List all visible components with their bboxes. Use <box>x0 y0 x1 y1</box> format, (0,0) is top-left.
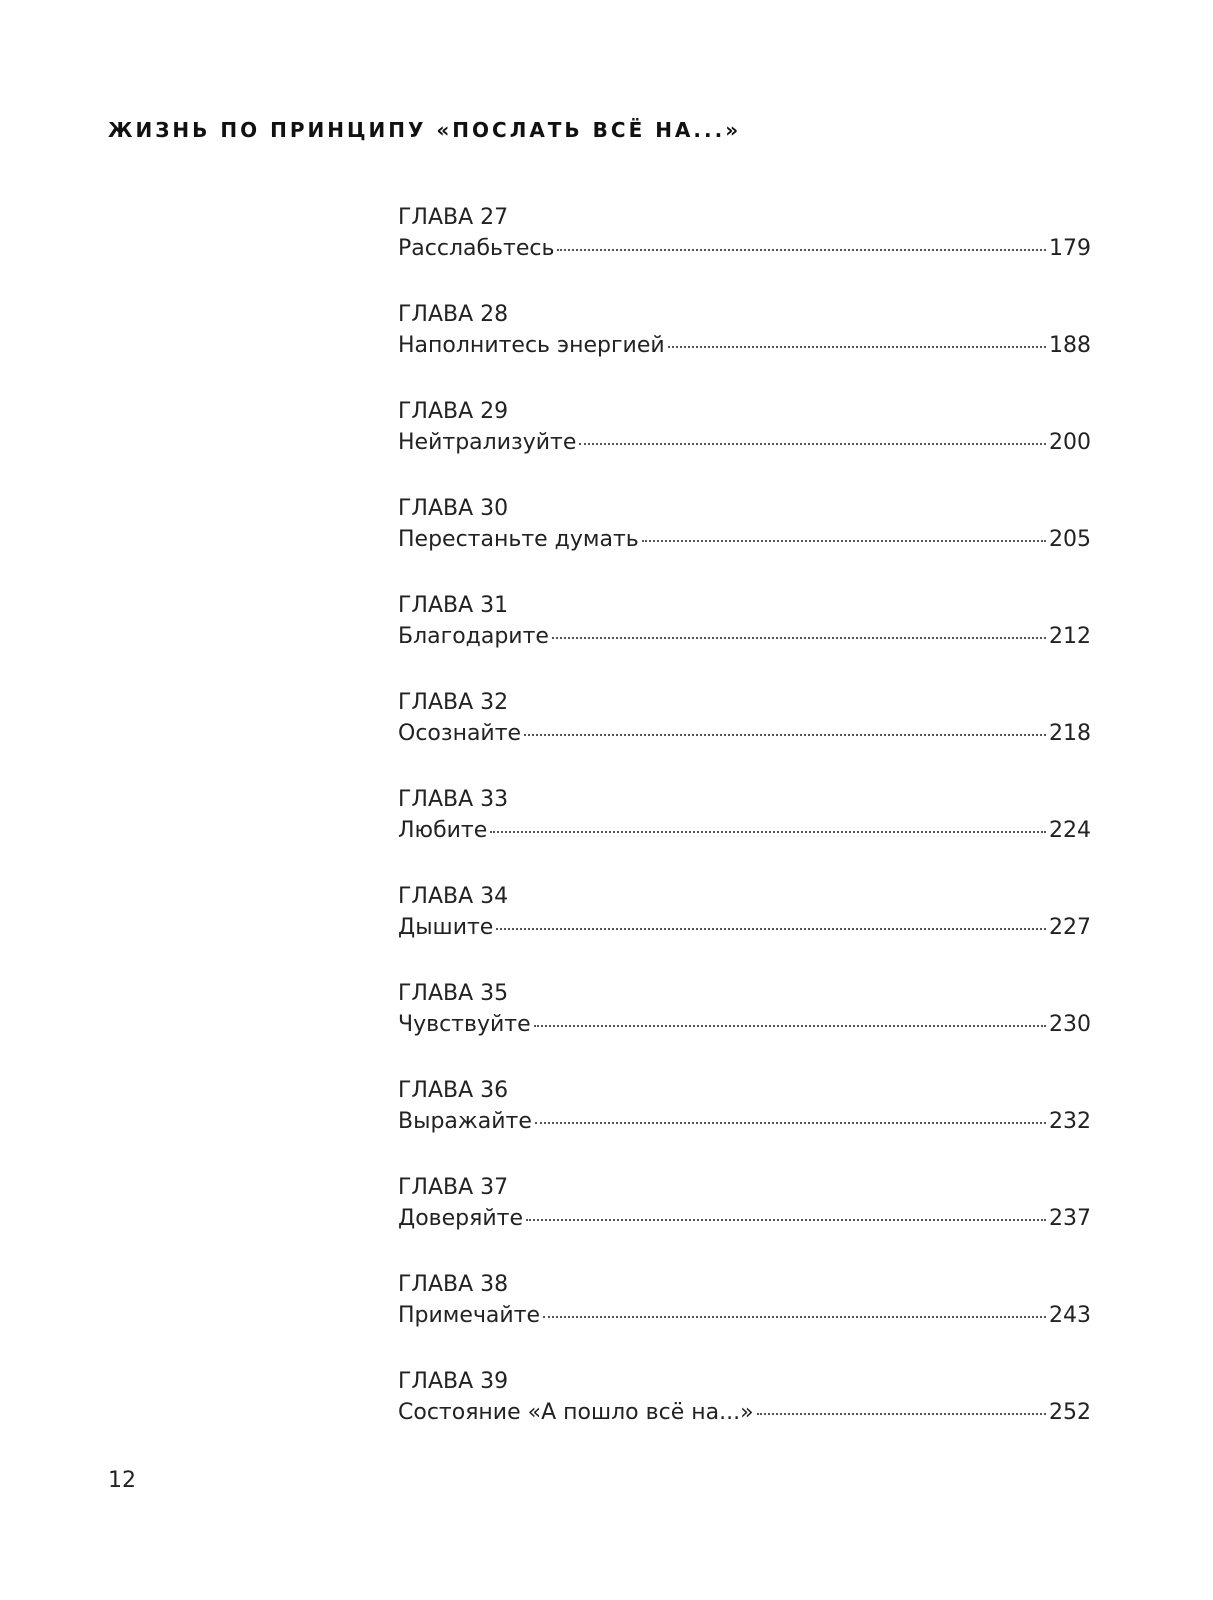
dot-leader <box>526 1219 1046 1221</box>
toc-entry <box>398 495 1091 592</box>
toc-line <box>398 816 1091 846</box>
chapter-page-number: 179 <box>1049 236 1091 261</box>
dot-leader <box>524 734 1046 736</box>
dot-leader <box>552 637 1046 639</box>
toc-entry <box>398 1271 1091 1368</box>
chapter-title: Доверяйте <box>398 1206 523 1231</box>
chapter-page-number: 200 <box>1049 430 1091 455</box>
chapter-label: ГЛАВА 38 <box>398 1272 509 1297</box>
chapter-page-number: 243 <box>1049 1303 1091 1328</box>
chapter-label: ГЛАВА 28 <box>398 302 509 327</box>
toc-entry <box>398 592 1091 689</box>
chapter-title: Дышите <box>398 915 494 940</box>
page-number: 12 <box>108 1468 136 1493</box>
toc-line <box>398 331 1091 361</box>
chapter-title: Наполнитесь энергией <box>398 333 665 358</box>
chapter-page-number: 232 <box>1049 1109 1091 1134</box>
toc-line <box>398 622 1091 652</box>
toc-line <box>398 1107 1091 1137</box>
toc-entry <box>398 786 1091 883</box>
toc-entry <box>398 689 1091 786</box>
chapter-label: ГЛАВА 34 <box>398 884 509 909</box>
chapter-page-number: 227 <box>1049 915 1091 940</box>
chapter-page-number: 237 <box>1049 1206 1091 1231</box>
chapter-title: Чувствуйте <box>398 1012 531 1037</box>
toc-entry <box>398 980 1091 1077</box>
toc-entry <box>398 1077 1091 1174</box>
chapter-title: Выражайте <box>398 1109 532 1134</box>
dot-leader <box>557 249 1046 251</box>
chapter-page-number: 218 <box>1049 721 1091 746</box>
dot-leader <box>496 928 1046 930</box>
chapter-page-number: 188 <box>1049 333 1091 358</box>
table-of-contents <box>398 204 1091 1465</box>
toc-line <box>398 719 1091 749</box>
chapter-title: Состояние «А пошло всё на...» <box>398 1400 754 1425</box>
dot-leader <box>534 1025 1046 1027</box>
chapter-label: ГЛАВА 30 <box>398 496 509 521</box>
toc-line <box>398 234 1091 264</box>
dot-leader <box>579 443 1046 445</box>
chapter-page-number: 224 <box>1049 818 1091 843</box>
toc-line <box>398 1010 1091 1040</box>
chapter-label: ГЛАВА 27 <box>398 205 509 230</box>
toc-line <box>398 1398 1091 1428</box>
chapter-label: ГЛАВА 32 <box>398 690 509 715</box>
chapter-label: ГЛАВА 39 <box>398 1369 509 1394</box>
chapter-label: ГЛАВА 37 <box>398 1175 509 1200</box>
toc-entry <box>398 1174 1091 1271</box>
toc-entry <box>398 301 1091 398</box>
dot-leader <box>642 540 1046 542</box>
chapter-page-number: 230 <box>1049 1012 1091 1037</box>
dot-leader <box>490 831 1046 833</box>
chapter-title: Примечайте <box>398 1303 541 1328</box>
chapter-title: Благодарите <box>398 624 549 649</box>
dot-leader <box>668 346 1046 348</box>
toc-line <box>398 913 1091 943</box>
chapter-title: Осознайте <box>398 721 522 746</box>
dot-leader <box>543 1316 1046 1318</box>
toc-entry <box>398 1368 1091 1465</box>
chapter-label: ГЛАВА 35 <box>398 981 509 1006</box>
toc-line <box>398 1301 1091 1331</box>
chapter-label: ГЛАВА 36 <box>398 1078 509 1103</box>
chapter-page-number: 252 <box>1049 1400 1091 1425</box>
toc-entry <box>398 398 1091 495</box>
chapter-title: Любите <box>398 818 488 843</box>
toc-entry <box>398 204 1091 301</box>
running-head: ЖИЗНЬ ПО ПРИНЦИПУ «ПОСЛАТЬ ВСЁ НА...» <box>108 118 742 142</box>
toc-line <box>398 428 1091 458</box>
toc-line <box>398 525 1091 555</box>
dot-leader <box>535 1122 1046 1124</box>
dot-leader <box>757 1413 1046 1415</box>
chapter-label: ГЛАВА 31 <box>398 593 509 618</box>
chapter-page-number: 205 <box>1049 527 1091 552</box>
toc-entry <box>398 883 1091 980</box>
chapter-title: Нейтрализуйте <box>398 430 577 455</box>
chapter-label: ГЛАВА 29 <box>398 399 509 424</box>
chapter-title: Перестаньте думать <box>398 527 639 552</box>
chapter-page-number: 212 <box>1049 624 1091 649</box>
chapter-title: Расслабьтесь <box>398 236 555 261</box>
toc-line <box>398 1204 1091 1234</box>
chapter-label: ГЛАВА 33 <box>398 787 509 812</box>
